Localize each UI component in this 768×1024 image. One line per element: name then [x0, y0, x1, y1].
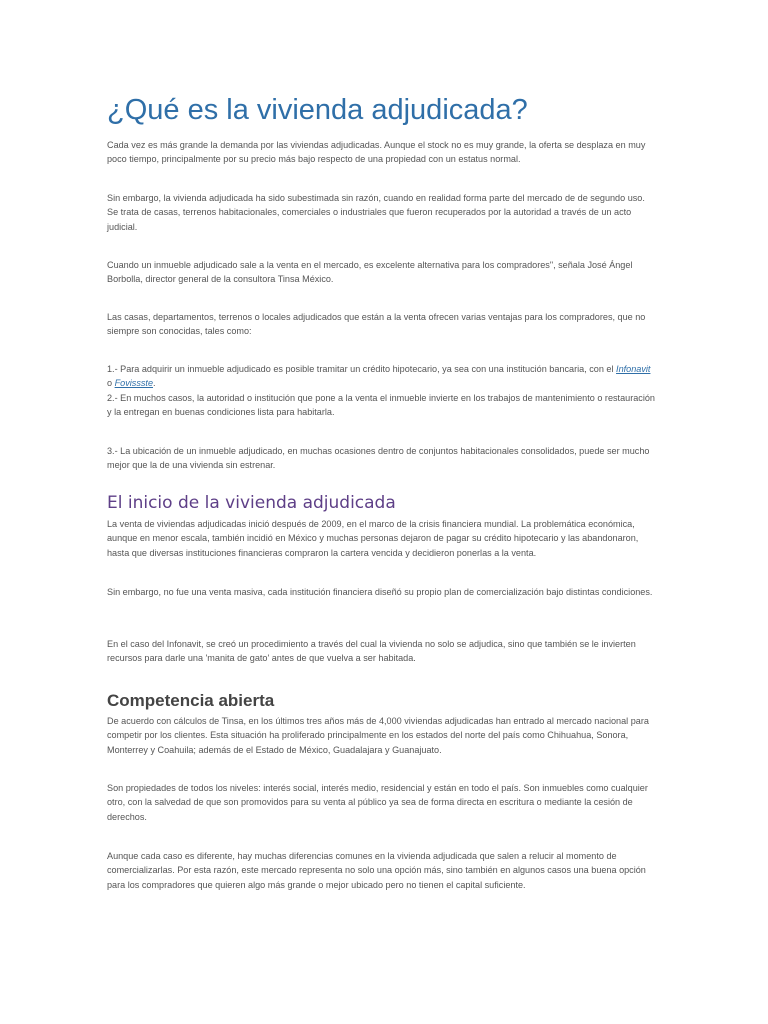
intro-paragraph-2: Sin embargo, la vivienda adjudicada ha sido subestimada sin razón, cuando en realidad forma parte del mercado de de segundo uso. Se trata de casas, terrenos habitacionales, comerciales o industriales que fueron recuperados por la autoridad a través de un acto judicial.	[107, 193, 645, 232]
section-heading-competencia: Competencia abierta	[107, 691, 275, 710]
section2-paragraph-3: Aunque cada caso es diferente, hay muchas diferencias comunes en la vivienda adjudicada que salen a relucir al momento de comercializarlas. Por esta razón, este mercado representa no solo una opción más, sino también en algunos casos una buena opción para los compradores que quieren algo más grande o mejor ubicado pero no tienen el capital suficiente.	[107, 851, 646, 890]
section2-paragraph-1: De acuerdo con cálculos de Tinsa, en los últimos tres años más de 4,000 viviendas adjudicadas han entrado al mercado nacional para competir por los clientes. Esta situación ha proliferado principalmente en los estados del norte del país como Chihuahua, Sonora, Monterrey y Coahuila; además de el Estado de México, Guadalajara y Guanajuato.	[107, 716, 649, 755]
infonavit-link[interactable]: Infonavit	[616, 364, 651, 374]
advantage-item-2: 2.- En muchos casos, la autoridad o institución que pone a la venta el inmueble invierte en los trabajos de mantenimiento o restauración y la entregan en buenas condiciones lista para habitarla.	[107, 393, 655, 418]
section1-paragraph-3: En el caso del Infonavit, se creó un procedimiento a través del cual la vivienda no solo se adjudica, sino que también se le invierten recursos para darle una 'manita de gato' antes de que vuelva a ser habitada.	[107, 639, 636, 664]
section-heading-inicio: El inicio de la vivienda adjudicada	[107, 493, 396, 513]
intro-paragraph-4: Las casas, departamentos, terrenos o locales adjudicados que están a la venta ofrecen varias ventajas para los compradores, que no siempre son conocidas, tales como:	[107, 312, 646, 337]
fovissste-link[interactable]: Fovissste	[114, 378, 153, 389]
advantage-item-1-text: 1.- Para adquirir un inmueble adjudicado es posible tramitar un crédito hipotecario, ya sea con una institución bancaria, con el	[107, 364, 617, 374]
section1-paragraph-2: Sin embargo, no fue una venta masiva, cada institución financiera diseñó su propio plan de comercialización bajo distintas condiciones.	[107, 587, 653, 597]
intro-paragraph-1: Cada vez es más grande la demanda por las viviendas adjudicadas. Aunque el stock no es muy grande, la oferta se desplaza en muy poco tiempo, principalmente por su precio más bajo respecto de una propiedad con un estatus normal.	[107, 140, 646, 165]
advantage-item-1-separator: o	[107, 378, 115, 389]
intro-paragraph-3: Cuando un inmueble adjudicado sale a la venta en el mercado, es excelente alternativa para los compradores", señala José Ángel Borbolla, director general de la consultora Tinsa México.	[107, 260, 633, 285]
advantage-item-3: 3.- La ubicación de un inmueble adjudicado, en muchas ocasiones dentro de conjuntos habitacionales consolidados, puede ser mucho mejor que la de una vivienda sin estrenar.	[107, 446, 650, 471]
section2-paragraph-2: Son propiedades de todos los niveles: interés social, interés medio, residencial y están en todo el país. Son inmuebles como cualquier otro, con la salvedad de que son promovidos para su venta al público ya sea de forma directa en escritura o mediante la cesión de derechos.	[107, 783, 648, 822]
page-title: ¿Qué es la vivienda adjudicada?	[107, 94, 528, 126]
advantage-item-1	[107, 362, 657, 391]
advantage-item-1-end: .	[153, 378, 156, 389]
section1-paragraph-1: La venta de viviendas adjudicadas inició después de 2009, en el marco de la crisis financiera mundial. La problemática económica, aunque en menor escala, también incidió en México y muchas personas dejaron de pagar su crédito hipotecario y las abandonaron, hasta que diversas instituciones financieras compraron la cartera vencida y decidieron ponerlas a la venta.	[107, 519, 639, 558]
